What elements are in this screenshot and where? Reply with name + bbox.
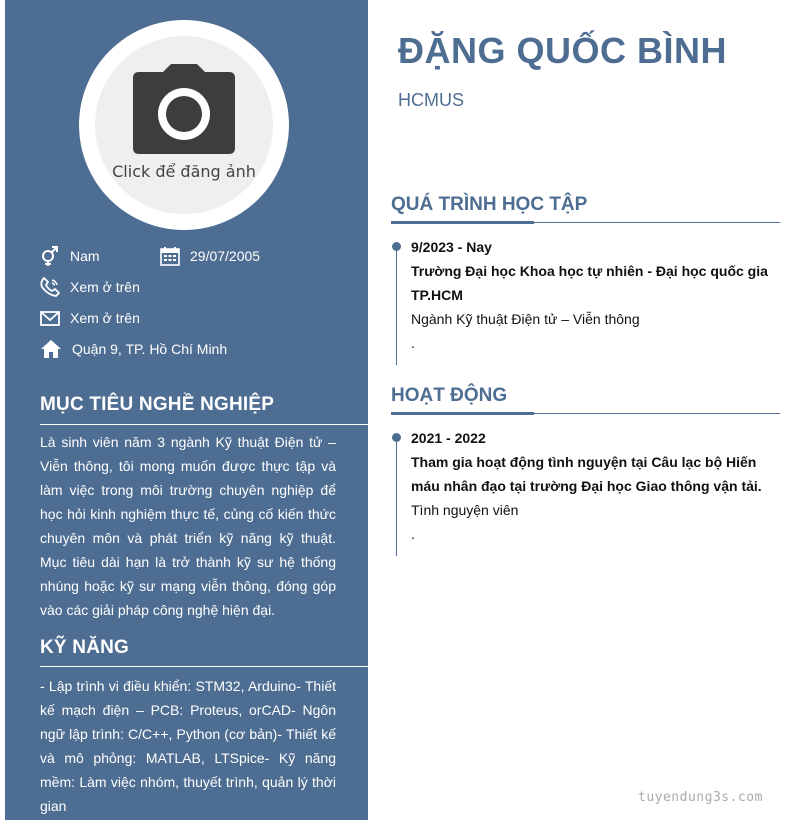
activities-period: 2021 - 2022: [411, 430, 486, 446]
objective-title: MỤC TIÊU NGHỀ NGHIỆP: [40, 394, 275, 415]
address-row: [40, 339, 227, 359]
birthday-value: 29/07/2005: [190, 248, 261, 264]
activities-name: Tham gia hoạt động tình nguyện tại Câu lạc bộ Hiến máu nhân đạo tại trường Đại học Giao thông vận tải.: [411, 454, 762, 494]
avatar-upload-label: Click để đăng ảnh: [112, 162, 256, 181]
education-timeline-dot: [392, 242, 401, 251]
camera-icon: [129, 62, 239, 158]
sidebar: [5, 0, 368, 820]
phone-row: [40, 277, 140, 297]
candidate-name: ĐẶNG QUỐC BÌNH: [398, 30, 727, 71]
activities-title: HOẠT ĐỘNG: [391, 385, 508, 406]
avatar-upload[interactable]: [79, 20, 289, 230]
activities-note: .: [411, 526, 415, 542]
skills-text: - Lập trình vi điều khiển: STM32, Arduino- Thiết kế mạch điện – PCB: Proteus, orCAD- Ngôn ngữ lập trình: C/C++, Python (cơ bản)- Thiết kế và mô phỏng: MATLAB, LTSpice- Kỹ năng mềm: Làm việc nhóm, thuyết trình, quản lý thời gian: [40, 678, 336, 814]
phone-icon: [40, 277, 60, 297]
home-icon: [40, 339, 62, 359]
activities-timeline: [396, 438, 397, 556]
objective-text: Là sinh viên năm 3 ngành Kỹ thuật Điện tử – Viễn thông, tôi mong muốn được thực tập và làm việc trong môi trường chuyên nghiệp để học hỏi kinh nghiệm thực tế, củng cố kiến thức chuyên môn và phát triển kỹ năng kỹ thuật. Mục tiêu dài hạn là trở thành kỹ sư hệ thống nhúng hoặc kỹ sư mạng viễn thông, đóng góp vào các giải pháp công nghệ hiện đại.: [40, 434, 336, 618]
birthday-row: [160, 246, 260, 266]
mail-icon: [40, 308, 60, 328]
education-entry: [411, 235, 771, 355]
email-row: [40, 308, 140, 328]
skills-divider: [40, 666, 368, 667]
calendar-icon: [160, 246, 180, 266]
education-divider-accent: [391, 221, 534, 224]
activities-role: Tình nguyện viên: [411, 502, 519, 518]
gender-value: Nam: [70, 248, 100, 264]
watermark: tuyendung3s.com: [638, 790, 763, 805]
education-note: .: [411, 335, 415, 351]
email-value: Xem ở trên: [70, 310, 140, 326]
objective-divider: [40, 424, 368, 425]
education-title: QUÁ TRÌNH HỌC TẬP: [391, 194, 588, 215]
education-major: Ngành Kỹ thuật Điện tử – Viễn thông: [411, 311, 640, 327]
education-period: 9/2023 - Nay: [411, 239, 492, 255]
education-timeline: [396, 247, 397, 365]
phone-value: Xem ở trên: [70, 279, 140, 295]
education-institution: Trường Đại học Khoa học tự nhiên - Đại học quốc gia TP.HCM: [411, 263, 768, 303]
activities-timeline-dot: [392, 433, 401, 442]
candidate-school: HCMUS: [398, 90, 464, 110]
gender-icon: [40, 246, 60, 266]
gender-row: [40, 246, 100, 266]
avatar-placeholder[interactable]: [95, 36, 273, 214]
activities-entry: [411, 426, 771, 546]
address-value: Quận 9, TP. Hồ Chí Minh: [72, 341, 228, 357]
activities-divider-accent: [391, 412, 534, 415]
skills-title: KỸ NĂNG: [40, 637, 130, 658]
